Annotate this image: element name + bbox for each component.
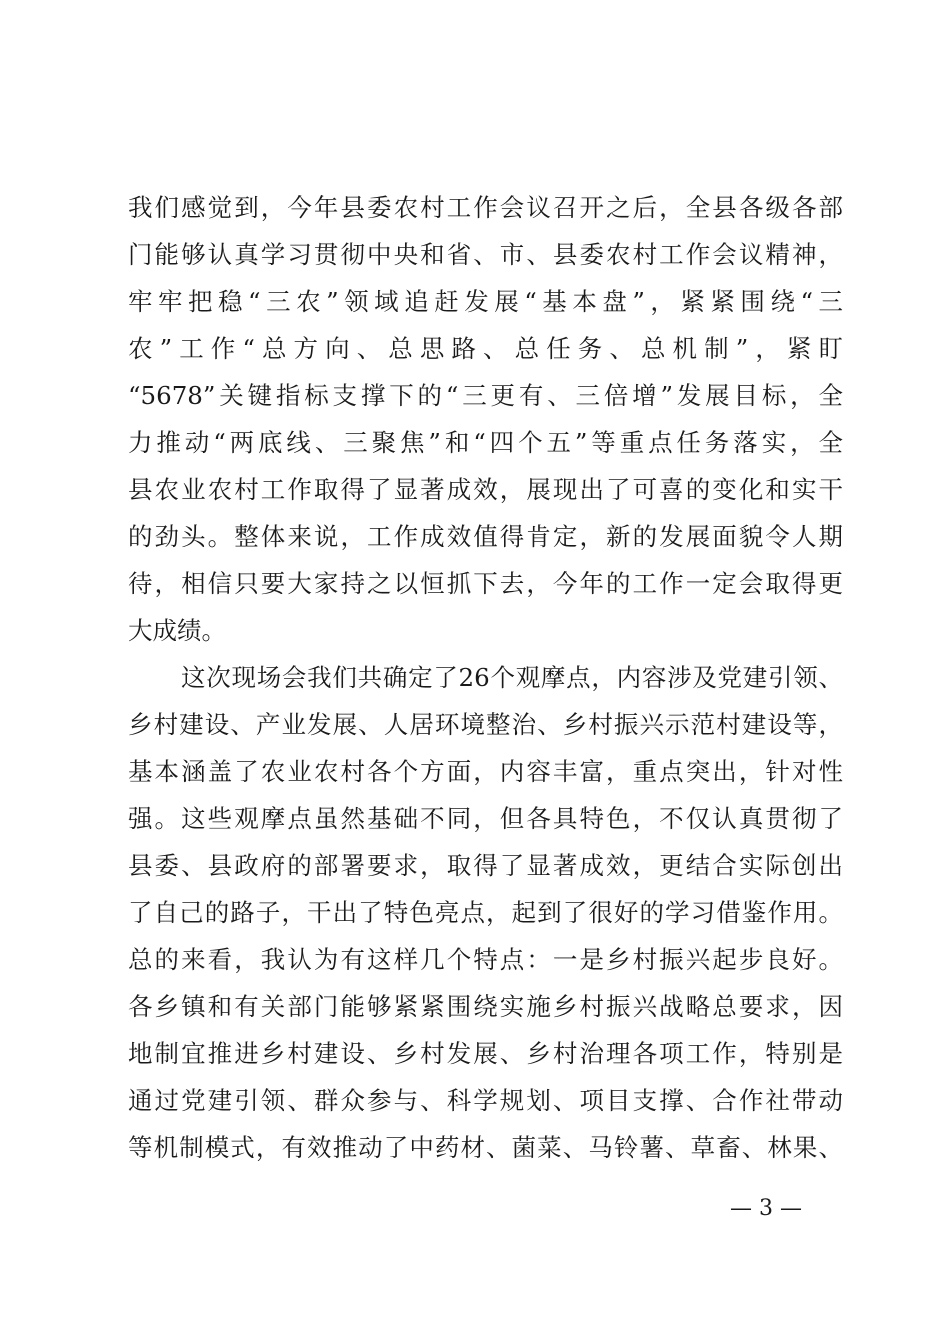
page-number: — 3 — bbox=[730, 1196, 802, 1221]
paragraph-line: 门能够认真学习贯彻中央和省、市、县委农村工作会议精神， bbox=[128, 240, 843, 269]
paragraph-line: 这次现场会我们共确定了26个观摩点，内容涉及党建引领、 bbox=[181, 663, 843, 692]
paragraph-line: 力推动“两底线、三聚焦”和“四个五”等重点任务落实，全 bbox=[128, 428, 843, 457]
paragraph-line: 大成绩。 bbox=[128, 616, 226, 645]
paragraph-line: 基本涵盖了农业农村各个方面，内容丰富，重点突出，针对性 bbox=[128, 757, 843, 786]
paragraph-line: 我们感觉到，今年县委农村工作会议召开之后，全县各级各部 bbox=[128, 193, 843, 222]
paragraph-line: “5678”关键指标支撑下的“三更有、三倍增”发展目标，全 bbox=[128, 381, 843, 410]
paragraph-line: 待，相信只要大家持之以恒抓下去，今年的工作一定会取得更 bbox=[128, 569, 843, 598]
paragraph-line: 的劲头。整体来说，工作成效值得肯定，新的发展面貌令人期 bbox=[128, 522, 843, 551]
paragraph-line: 了自己的路子，干出了特色亮点，起到了很好的学习借鉴作用。 bbox=[128, 898, 843, 927]
paragraph-line: 县农业农村工作取得了显著成效，展现出了可喜的变化和实干 bbox=[128, 475, 843, 504]
paragraph-line: 乡村建设、产业发展、人居环境整治、乡村振兴示范村建设等， bbox=[128, 710, 843, 739]
paragraph-line: 等机制模式，有效推动了中药材、菌菜、马铃薯、草畜、林果、 bbox=[128, 1133, 843, 1162]
paragraph-line: 农”工作“总方向、总思路、总任务、总机制”，紧盯 bbox=[128, 334, 843, 363]
paragraph-2 bbox=[128, 654, 843, 1171]
paragraph-line: 各乡镇和有关部门能够紧紧围绕实施乡村振兴战略总要求，因 bbox=[128, 992, 843, 1021]
paragraph-line: 强。这些观摩点虽然基础不同，但各具特色，不仅认真贯彻了 bbox=[128, 804, 843, 833]
paragraph-line: 牢牢把稳“三农”领域追赶发展“基本盘”，紧紧围绕“三 bbox=[128, 287, 843, 316]
paragraph-line: 通过党建引领、群众参与、科学规划、项目支撑、合作社带动 bbox=[128, 1086, 843, 1115]
paragraph-line: 地制宜推进乡村建设、乡村发展、乡村治理各项工作，特别是 bbox=[128, 1039, 843, 1068]
paragraph-line: 总的来看，我认为有这样几个特点：一是乡村振兴起步良好。 bbox=[128, 945, 843, 974]
paragraph-line: 县委、县政府的部署要求，取得了显著成效，更结合实际创出 bbox=[128, 851, 843, 880]
paragraph-1 bbox=[128, 184, 843, 654]
